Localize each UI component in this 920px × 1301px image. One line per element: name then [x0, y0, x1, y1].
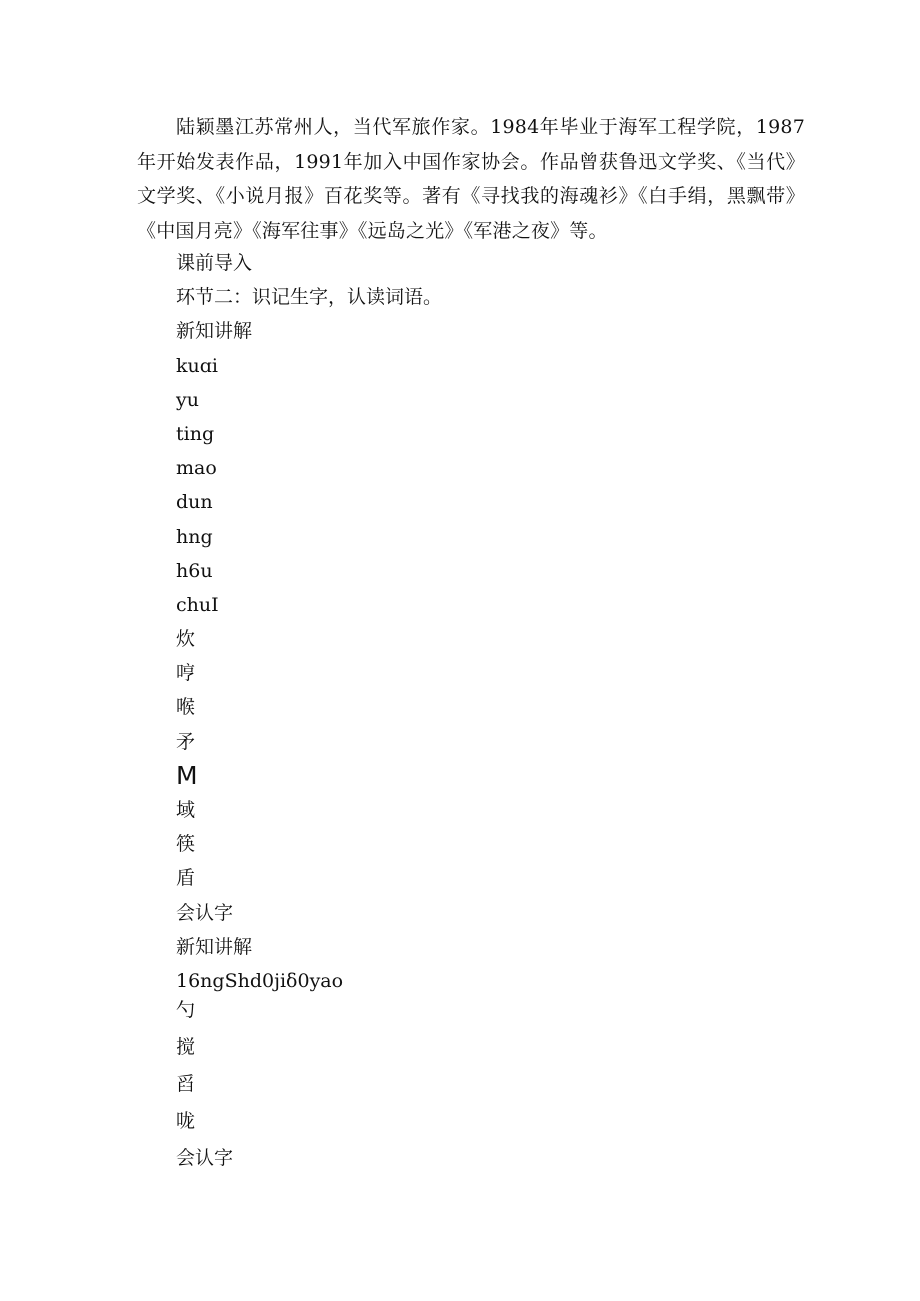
pinyin-line: hng [176, 525, 213, 548]
pinyin-line: kuɑi [176, 354, 218, 377]
pinyin-line: mao [176, 457, 217, 480]
content-lines-continued [176, 992, 233, 1177]
section-heading-lead-in: 课前导入 [176, 252, 253, 274]
character-line: 哼 [176, 662, 196, 685]
label-recognized-characters: 会认字 [176, 1147, 234, 1169]
content-lines [176, 246, 442, 998]
pinyin-line: 16ngShd0jiδ0yao [176, 969, 344, 992]
label-recognized-characters: 会认字 [176, 901, 234, 924]
character-line: 舀 [176, 1073, 196, 1095]
section-heading-new-knowledge: 新知讲解 [176, 935, 253, 958]
character-line: 盾 [176, 867, 196, 890]
character-line: 域 [176, 799, 196, 821]
character-line: 勺 [176, 999, 196, 1021]
pinyin-line: dun [176, 491, 213, 514]
character-line: 喉 [176, 696, 196, 719]
step-heading: 环节二：识记生字，认读词语。 [176, 286, 443, 309]
pinyin-line: yu [176, 388, 199, 411]
character-line: 筷 [176, 833, 196, 856]
character-line: 搅 [176, 1036, 196, 1058]
author-intro-paragraph: 陆颖墨江苏常州人，当代军旅作家。1984年毕业于海军工程学院，1987年开始发表作品，1991年加入中国作家协会。作品曾获鲁迅文学奖、《当代》文学奖、《小说月报》百花奖等。著有《寻找我的海魂衫》《白手绢，黑飘带》《中国月亮》《海军往事》《远岛之光》《军港之夜》等。 [137, 116, 805, 242]
character-line: 炊 [176, 628, 196, 651]
character-line: 矛 [176, 730, 196, 753]
character-line: 咙 [176, 1110, 196, 1132]
section-heading-new-knowledge: 新知讲解 [176, 320, 253, 343]
pinyin-line: chuI [176, 593, 219, 616]
pinyin-line: h6u [176, 559, 213, 582]
pinyin-line: ting [176, 422, 215, 445]
character-line: M [176, 760, 198, 790]
